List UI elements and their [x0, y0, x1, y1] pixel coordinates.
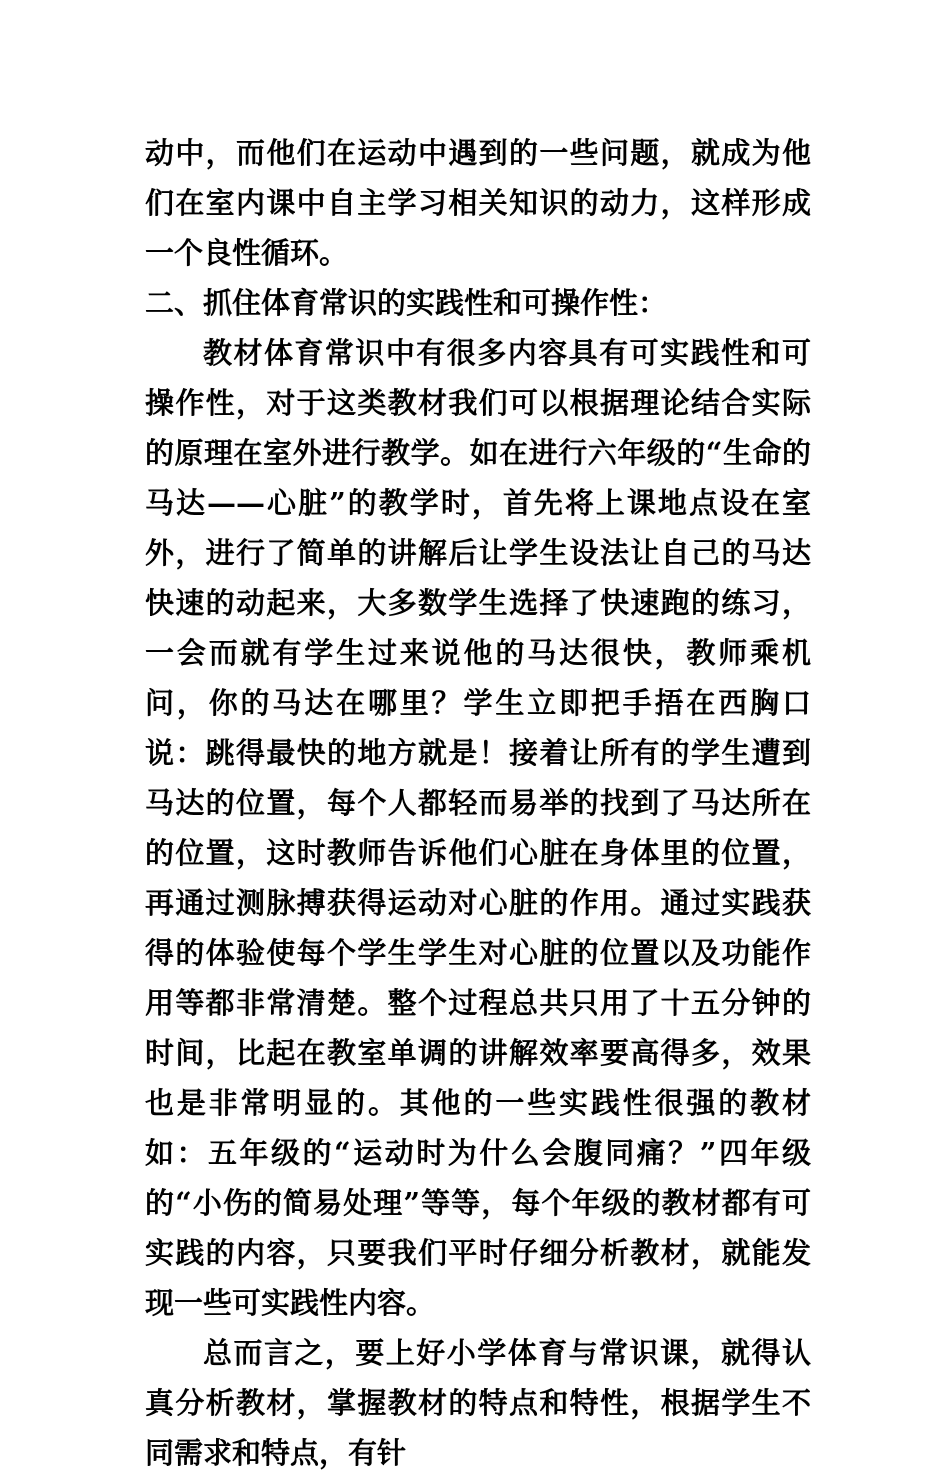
document-body [145, 128, 811, 1478]
section-heading: 二、抓住体育常识的实践性和可操作性： [145, 286, 668, 320]
paragraph-practice: 教材体育常识中有很多内容具有可实践性和可操作性，对于这类教材我们可以根据理论结合实际的原理在室外进行教学。如在进行六年级的“生命的马达——心脏”的教学时，首先将上课地点设在室外，进行了简单的讲解后让学生设法让自己的马达快速的动起来，大多数学生选择了快速跑的练习，一会而就有学生过来说他的马达很快，教师乘机问，你的马达在哪里？学生立即把手捂在西胸口说：跳得最快的地方就是！接着让所有的学生遭到马达的位置，每个人都轻而易举的找到了马达所在的位置，这时教师告诉他们心脏在身体里的位置，再通过测脉搏获得运动对心脏的作用。通过实践获得的体验使每个学生学生对心脏的位置以及功能作用等都非常清楚。整个过程总共只用了十五分钟的时间，比起在教室单调的讲解效率要高得多，效果也是非常明显的。其他的一些实践性很强的教材如：五年级的“运动时为什么会腹同痛？”四年级的“小伤的简易处理”等等，每个年级的教材都有可实践的内容，只要我们平时仔细分析教材，就能发现一些可实践性内容。 [145, 336, 811, 1320]
paragraph-continuation: 动中，而他们在运动中遇到的一些问题，就成为他们在室内课中自主学习相关知识的动力，这样形成一个良性循环。 [145, 136, 811, 270]
paragraph-conclusion: 总而言之，要上好小学体育与常识课，就得认真分析教材，掌握教材的特点和特性，根据学生不同需求和特点，有针 [145, 1336, 811, 1470]
